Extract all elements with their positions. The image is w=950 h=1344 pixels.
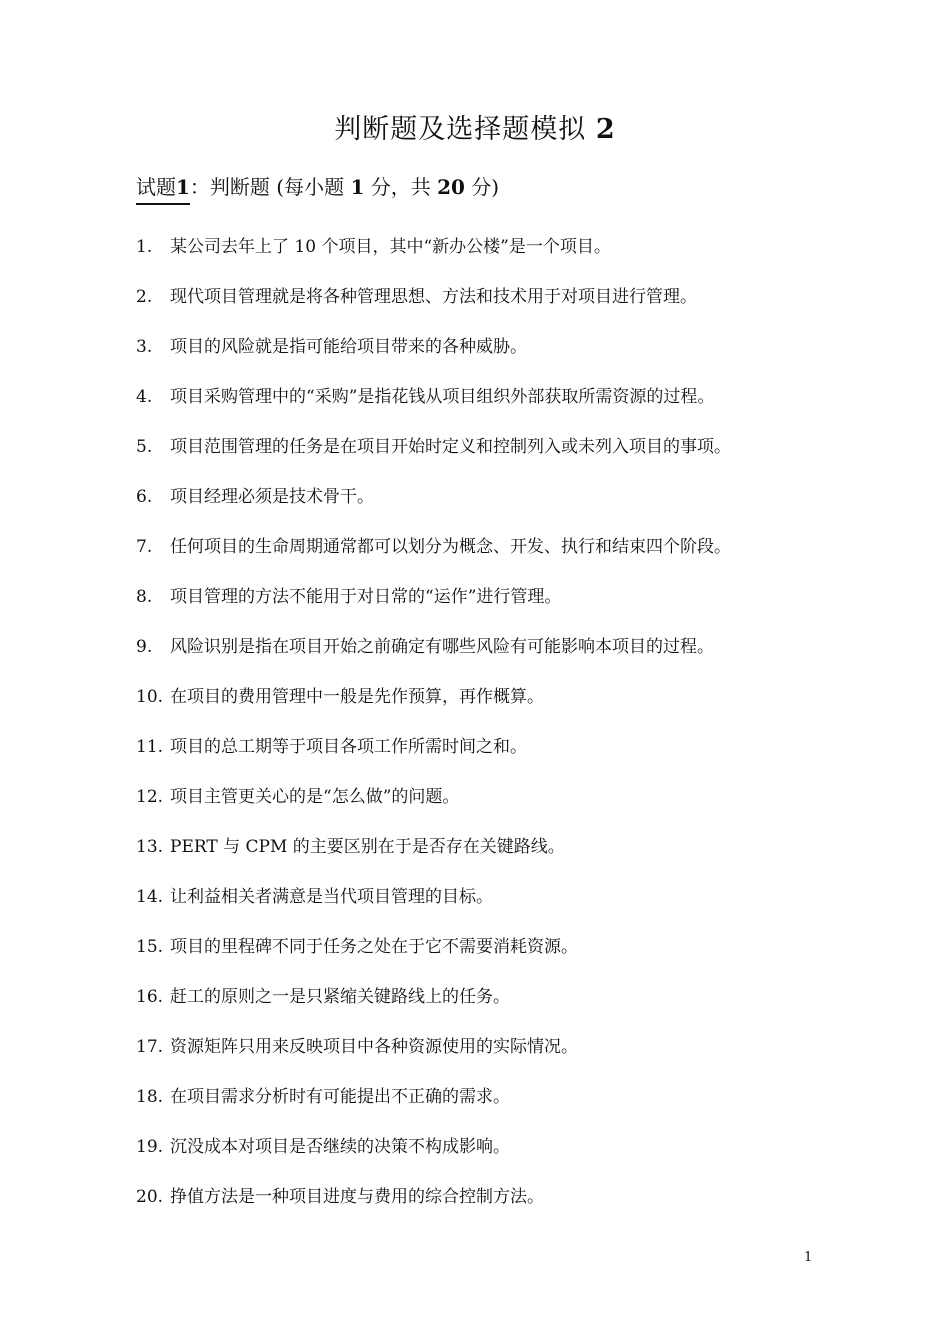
question-text: 某公司去年上了 10 个项目，其中“新办公楼”是一个项目。 (170, 237, 611, 257)
question-text: 任何项目的生命周期通常都可以划分为概念、开发、执行和结束四个阶段。 (170, 537, 731, 557)
question-item (136, 632, 816, 682)
question-number: 8. (136, 587, 153, 607)
question-item (136, 882, 816, 932)
question-item (136, 1082, 816, 1132)
question-number: 10. (136, 687, 164, 707)
question-text: 沉没成本对项目是否继续的决策不构成影响。 (170, 1137, 510, 1157)
question-text: 挣值方法是一种项目进度与费用的综合控制方法。 (170, 1187, 544, 1207)
question-number: 9. (136, 637, 153, 657)
page-title (0, 112, 950, 148)
title-number: 2 (595, 114, 616, 145)
question-item (136, 582, 816, 632)
question-list (136, 232, 816, 1232)
question-item (136, 1032, 816, 1082)
question-text: 在项目需求分析时有可能提出不正确的需求。 (170, 1087, 510, 1107)
question-text: 赶工的原则之一是只紧缩关键路线上的任务。 (170, 987, 510, 1007)
question-item (136, 432, 816, 482)
question-item (136, 382, 816, 432)
section-scoring-open: (每小题 (269, 175, 345, 199)
question-number: 6. (136, 487, 153, 507)
section-label (136, 172, 190, 205)
question-item (136, 482, 816, 532)
question-number: 2. (136, 287, 153, 307)
question-item (136, 282, 816, 332)
section-label-number: 1 (176, 175, 190, 199)
question-item (136, 982, 816, 1032)
question-number: 1. (136, 237, 153, 257)
section-heading (136, 172, 499, 205)
section-label-colon: ： (189, 175, 210, 199)
section-type: 判断题 (209, 175, 270, 199)
question-item (136, 1182, 816, 1232)
question-number: 20. (136, 1187, 164, 1207)
question-number: 19. (136, 1137, 164, 1157)
question-text: 资源矩阵只用来反映项目中各种资源使用的实际情况。 (170, 1037, 578, 1057)
question-number: 11. (136, 737, 164, 757)
question-item (136, 732, 816, 782)
question-item (136, 782, 816, 832)
question-item (136, 532, 816, 582)
question-text: 项目的里程碑不同于任务之处在于它不需要消耗资源。 (170, 937, 578, 957)
section-unit-total-prefix: 分，共 (370, 175, 431, 199)
title-text: 判断题及选择题模拟 (334, 114, 587, 145)
question-text: PERT 与 CPM 的主要区别在于是否存在关键路线。 (170, 837, 565, 857)
question-text: 项目的总工期等于项目各项工作所需时间之和。 (170, 737, 527, 757)
question-item (136, 682, 816, 732)
question-number: 13. (136, 837, 164, 857)
question-number: 18. (136, 1087, 164, 1107)
section-per-item-score: 1 (350, 175, 365, 199)
question-text: 在项目的费用管理中一般是先作预算，再作概算。 (170, 687, 544, 707)
question-text: 项目的风险就是指可能给项目带来的各种威胁。 (170, 337, 527, 357)
question-number: 14. (136, 887, 164, 907)
question-number: 7. (136, 537, 153, 557)
question-number: 17. (136, 1037, 164, 1057)
question-number: 15. (136, 937, 164, 957)
question-number: 16. (136, 987, 164, 1007)
question-item (136, 832, 816, 882)
question-text: 让利益相关者满意是当代项目管理的目标。 (170, 887, 493, 907)
question-text: 项目管理的方法不能用于对日常的“运作”进行管理。 (170, 587, 562, 607)
question-text: 项目采购管理中的“采购”是指花钱从项目组织外部获取所需资源的过程。 (170, 387, 715, 407)
question-text: 项目主管更关心的是“怎么做”的问题。 (170, 787, 460, 807)
question-text: 风险识别是指在项目开始之前确定有哪些风险有可能影响本项目的过程。 (170, 637, 714, 657)
question-number: 5. (136, 437, 153, 457)
question-item (136, 932, 816, 982)
question-number: 3. (136, 337, 153, 357)
question-item (136, 332, 816, 382)
page-number: 1 (804, 1250, 813, 1265)
question-text: 现代项目管理就是将各种管理思想、方法和技术用于对项目进行管理。 (170, 287, 697, 307)
question-number: 12. (136, 787, 164, 807)
question-text: 项目经理必须是技术骨干。 (170, 487, 374, 507)
question-number: 4. (136, 387, 153, 407)
question-text: 项目范围管理的任务是在项目开始时定义和控制列入或未列入项目的事项。 (170, 437, 731, 457)
question-item (136, 232, 816, 282)
section-label-prefix: 试题 (136, 175, 176, 199)
section-total-score: 20 (437, 175, 465, 199)
question-item (136, 1132, 816, 1182)
section-scoring-close: 分) (471, 175, 500, 199)
